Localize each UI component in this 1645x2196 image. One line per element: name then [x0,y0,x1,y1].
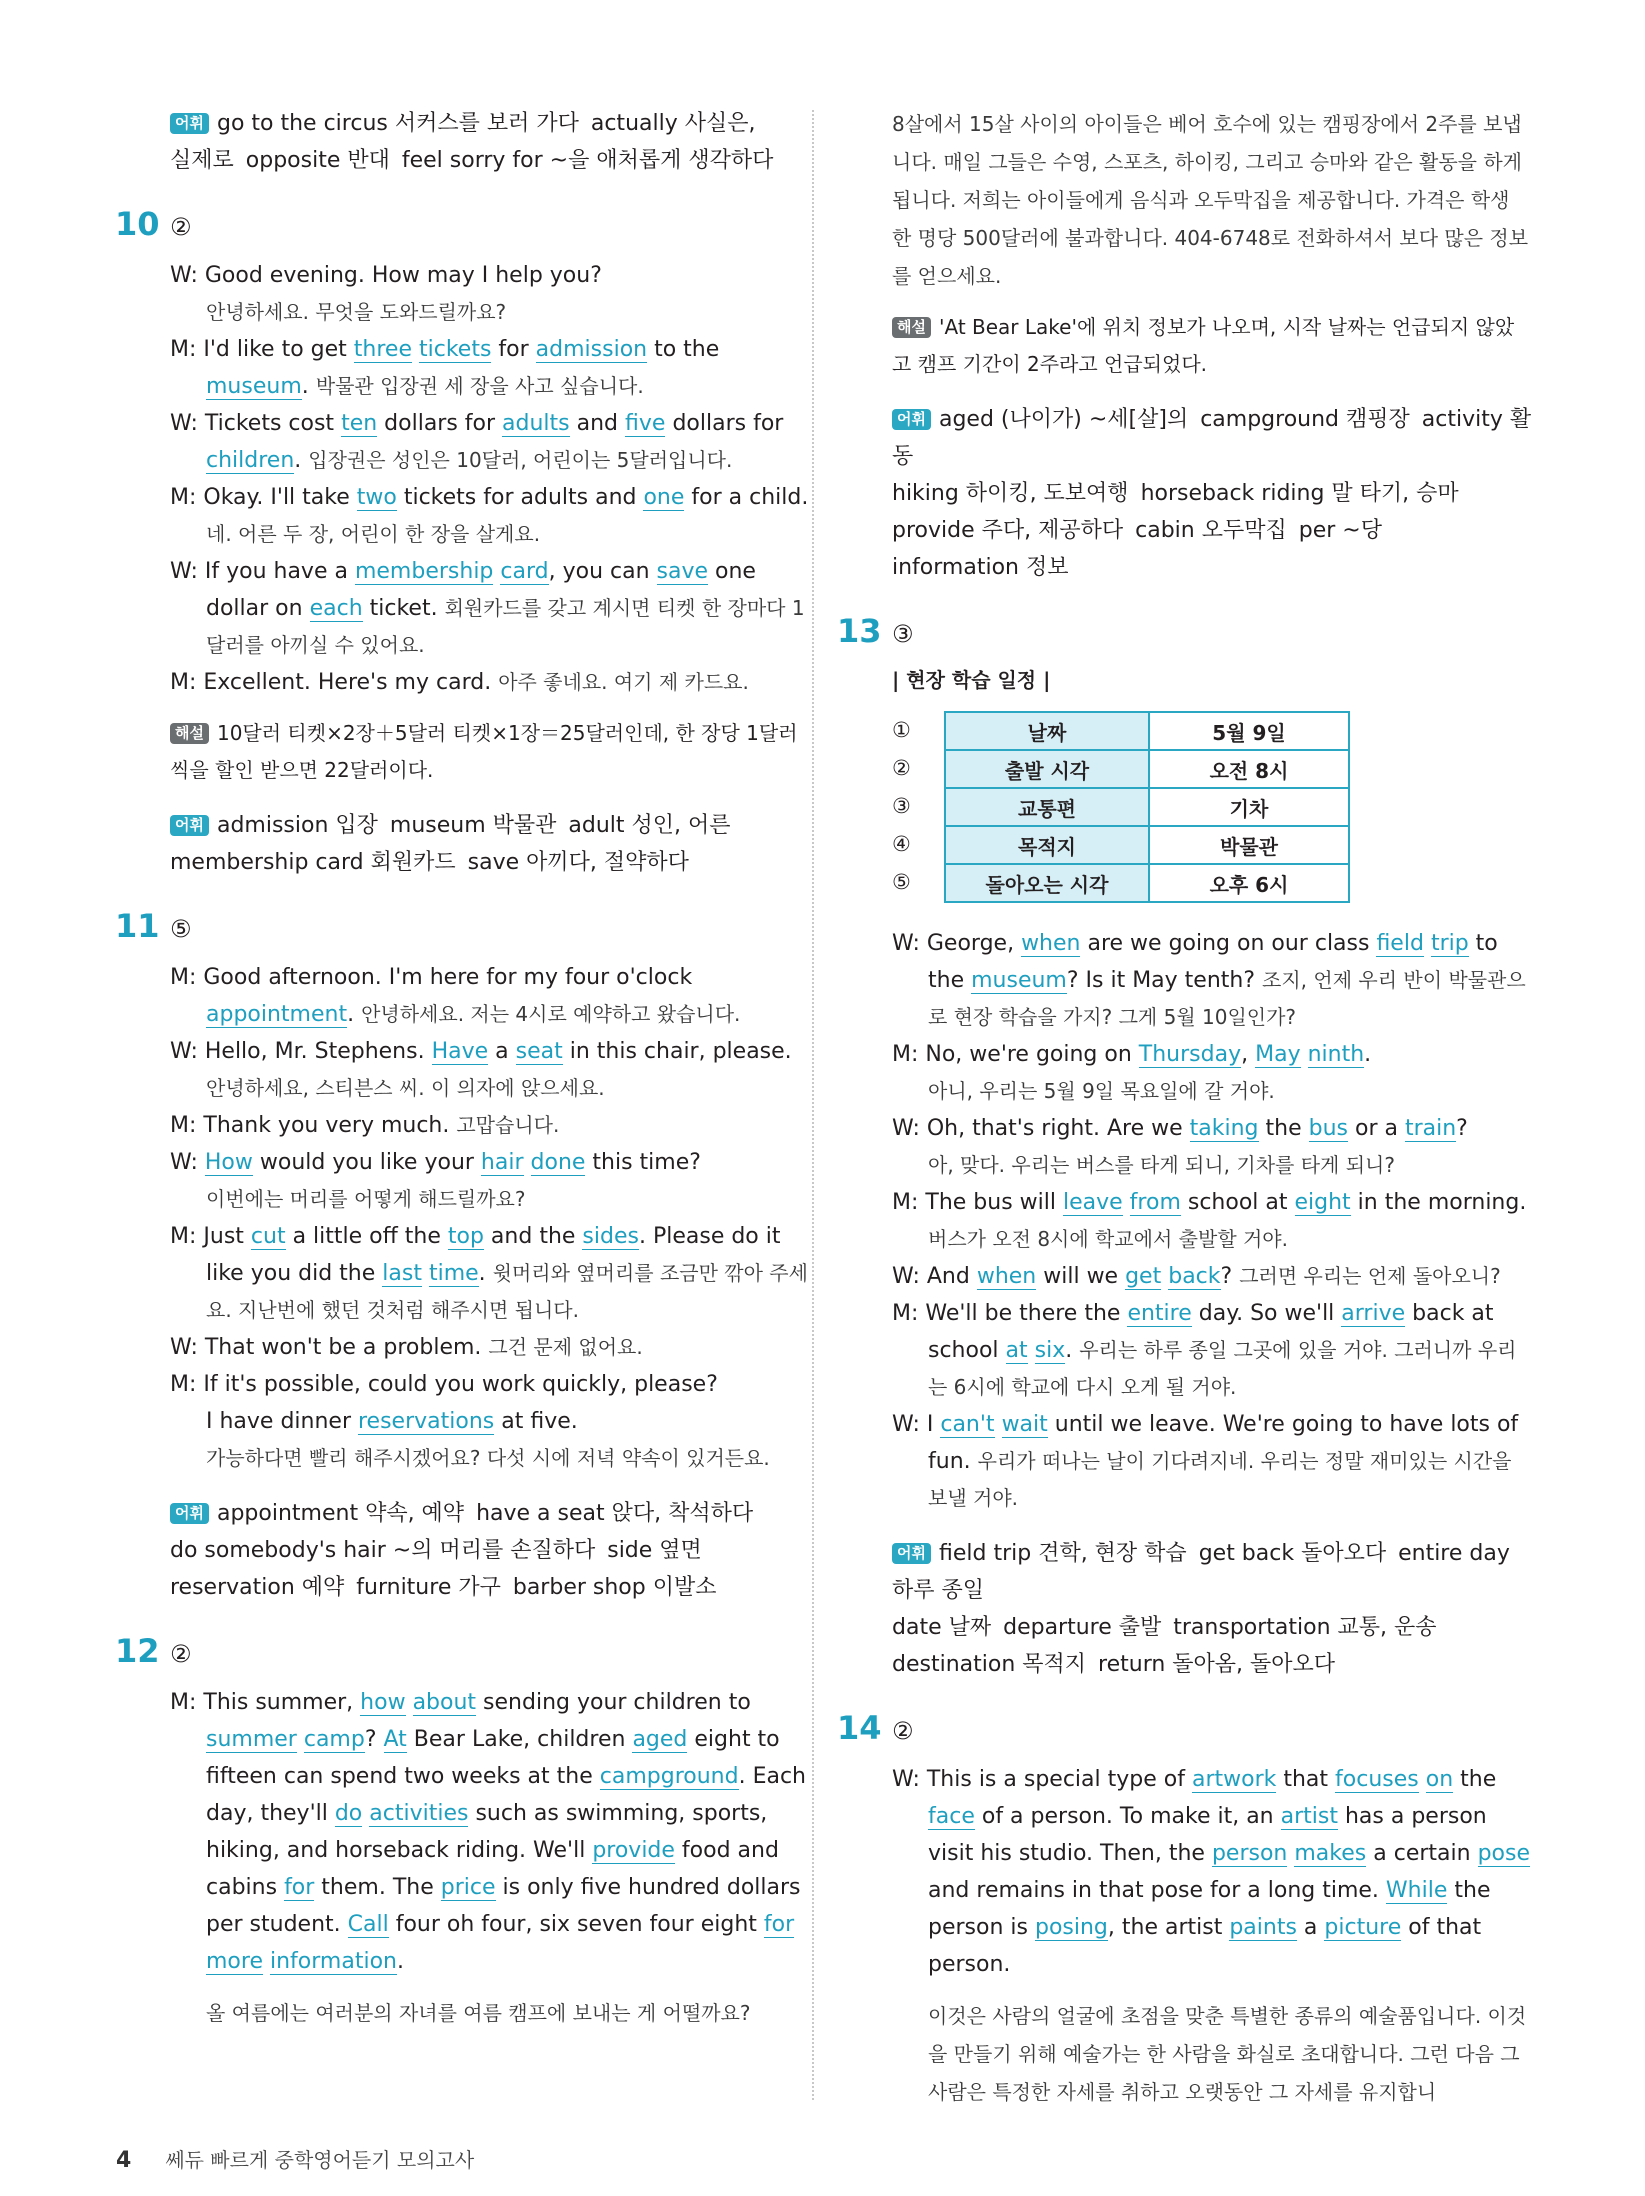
vocab-item: feel sorry for ~을 애처롭게 생각하다 [401,148,774,173]
vocab-item: furniture 가구 [356,1575,501,1600]
vocab-item: save 아끼다, 절약하다 [467,850,689,875]
question-11 [115,907,810,1606]
dialog-line: W: I can't wait until we leave. We're going to have lots of fun. 우리가 떠나는 날이 기다려지네. 우리는 정말 재미있는 시간을 보낼 거야. [892,1412,1519,1510]
dialog-line: M: Okay. I'll take two tickets for adults and one for a child. 네. 어른 두 장, 어린이 한 장을 살게요. [170,485,809,546]
dialog-line: M: This summer, how about sending your children to summer camp? At Bear Lake, children aged eight to fifteen can spend two weeks at the campground. Each day, they'll do activities such as swimming, sports, hiking, and horseback riding. We'll provide food and cabins for them. The price is only five hundred dollars per student. Call four oh four, six seven four eight for more information. [170,1690,806,1974]
vocab-item: field trip 견학, 현장 학습 [938,1541,1187,1566]
question-number: 11 [115,907,160,945]
vocab-tag: 어휘 [892,409,931,430]
question-14 [837,1709,1532,2111]
vocab-item: adult 성인, 어른 [568,813,731,838]
table-cell-label: 교통편 [945,788,1149,826]
column-divider [812,110,814,2100]
commentary-text: 10달러 티켓×2장＋5달러 티켓×1장＝25달러인데, 한 장당 1달러씩을 할인 받으면 22달러이다. [170,721,798,782]
table-cell-label: 출발 시각 [945,750,1149,788]
vocab-item: per ~당 [1298,518,1382,543]
vocab-item: barber shop 이발소 [512,1575,717,1600]
vocab-item: campground 캠핑장 [1200,407,1410,432]
dialog-line: W: This is a special type of artwork that focuses on the face of a person. To make it, an artist has a person visit his studio. Then, the person makes a certain pose and remains in that pose for a long time. While the person is posing, the artist paints a picture of that person. [892,1767,1530,1977]
dialog-line: M: I'd like to get three tickets for admission to the museum. 박물관 입장권 세 장을 사고 싶습니다. [170,337,720,399]
page-number: 4 [116,2148,132,2173]
row-number: ③ [892,794,911,818]
vocab-item: departure 출발 [1003,1615,1162,1640]
dialog-line: W: And when will we get back? 그러면 우리는 언제 돌아오니? [892,1264,1501,1289]
answer-mark: ② [170,213,192,241]
vocab-item: hiking 하이킹, 도보여행 [892,481,1129,506]
dialog-line: W: Tickets cost ten dollars for adults and five dollars for children. 입장권은 성인은 10달러, 어린이는 5달러입니다. [170,411,784,473]
commentary [892,309,1532,383]
vocab-item: side 옆면 [607,1538,702,1563]
vocab-box [170,1495,810,1606]
vocab-box [170,807,810,881]
vocab-item: activity 활동 [892,407,1532,469]
table-cell-value: 오후 6시 [1149,864,1349,902]
vocab-item: date 날짜 [892,1615,992,1640]
vocab-item: transportation 교통, 운송 [1173,1615,1437,1640]
vocab-box [892,401,1532,586]
vocab-tag: 어휘 [170,1503,209,1524]
schedule-grid [944,711,1350,903]
dialog-line: M: Good afternoon. I'm here for my four o'clock appointment. 안녕하세요. 저는 4시로 예약하고 왔습니다. [170,965,741,1027]
vocab-item: entire day 하루 종일 [892,1541,1510,1603]
dialog-line: W: Oh, that's right. Are we taking the bus or a train? 아, 맞다. 우리는 버스를 타게 되니, 기차를 타게 되니? [892,1116,1468,1177]
vocab-item: information 정보 [892,555,1069,580]
vocab-item: membership card 회원카드 [170,850,456,875]
vocab-tag: 어휘 [170,815,209,836]
row-number: ① [892,718,911,742]
translation: 올 여름에는 여러분의 자녀를 여름 캠프에 보내는 게 어떨까요? [206,2001,751,2025]
row-number: ⑤ [892,870,911,894]
dialog-line: W: If you have a membership card, you can save one dollar on each ticket. 회원카드를 갖고 계시면 티켓 한 장마다 1달러를 아끼실 수 있어요. [170,559,805,657]
dialog-line: M: Just cut a little off the top and the sides. Please do it like you did the last time. 윗머리와 옆머리를 조금만 깎아 주세요. 지난번에 했던 것처럼 해주시면 됩니다. [170,1224,808,1322]
vocab-item: provide 주다, 제공하다 [892,518,1124,543]
vocab-item: horseback riding 말 타기, 승마 [1140,481,1459,506]
row-number: ④ [892,832,911,856]
table-title: | 현장 학습 일정 | [892,668,1051,692]
vocab-item: actually 사실은, [590,111,756,136]
question-13 [837,612,1532,1683]
table-cell-label: 목적지 [945,826,1149,864]
dialog-line: W: Good evening. How may I help you? 안녕하세요. 무엇을 도와드릴까요? [170,263,602,324]
dialog-line: W: How would you like your hair done this time? 이번에는 머리를 어떻게 해드릴까요? [170,1150,701,1211]
vocab-item: return 돌아옴, 돌아오다 [1098,1652,1336,1677]
vocab-item: 실제로 [170,148,234,173]
dialog-line: M: If it's possible, could you work quickly, please? I have dinner reservations at five. 가능하다면 빨리 해주시겠어요? 다섯 시에 저녁 약속이 있거든요. [170,1372,770,1470]
vocab-item: opposite 반대 [245,148,390,173]
vocab-item: cabin 오두막집 [1135,518,1287,543]
book-title: 쎄듀 빠르게 중학영어듣기 모의고사 [165,2148,475,2172]
commentary-tag: 해설 [892,317,931,338]
vocab-item: appointment 약속, 예약 [216,1501,465,1526]
dialog-line: M: Thank you very much. 고맙습니다. [170,1113,560,1138]
translation-continued: 8살에서 15살 사이의 아이들은 베어 호수에 있는 캠핑장에서 2주를 보냅니다. 매일 그들은 수영, 스포츠, 하이킹, 그리고 승마와 같은 활동을 하게 됩니다. 저희는 아이들에게 음식과 오두막집을 제공합니다. 가격은 학생 한 명당 500달러에 불과합니다. 404-6748로 전화하셔서 보다 많은 정보를 얻으세요. [892,112,1529,288]
dialog-line: W: Hello, Mr. Stephens. Have a seat in this chair, please. 안녕하세요, 스티븐스 씨. 이 의자에 앉으세요. [170,1039,792,1100]
vocab-tag: 어휘 [892,1543,931,1564]
vocab-item: do somebody's hair ~의 머리를 손질하다 [170,1538,596,1563]
vocab-item: get back 돌아오다 [1198,1541,1387,1566]
vocab-item: have a seat 앉다, 착석하다 [476,1501,754,1526]
question-12 [115,1632,810,2032]
vocab-item: museum 박물관 [389,813,557,838]
dialog-line: M: No, we're going on Thursday, May ninth. 아니, 우리는 5월 9일 목요일에 갈 거야. [892,1042,1372,1103]
vocab-tag: 어휘 [170,113,209,134]
dialog-line: M: The bus will leave from school at eight in the morning. 버스가 오전 8시에 학교에서 출발할 거야. [892,1190,1527,1251]
vocab-item: go to the circus 서커스를 보러 가다 [216,111,579,136]
answer-mark: ⑤ [170,915,192,943]
answer-mark: ③ [892,620,914,648]
vocab-item: admission 입장 [216,813,378,838]
left-column [115,105,810,2032]
question-number: 14 [837,1709,882,1747]
translation: 이것은 사람의 얼굴에 초점을 맞춘 특별한 종류의 예술품입니다. 이것을 만들기 위해 예술가는 한 사람을 화실로 초대합니다. 그런 다음 그 사람은 특정한 자세를 취하고 오랫동안 그 자세를 유지합니 [928,2004,1527,2104]
vocab-item: aged (나이가) ~세[살]의 [938,407,1189,432]
question-10 [115,205,810,881]
vocab-box [892,1535,1532,1683]
row-number: ② [892,756,911,780]
table-cell-value: 박물관 [1149,826,1349,864]
schedule-table [892,711,1532,901]
vocab-item: destination 목적지 [892,1652,1087,1677]
table-cell-label: 돌아오는 시각 [945,864,1149,902]
page-footer [116,2144,474,2173]
dialog-line: M: Excellent. Here's my card. 아주 좋네요. 여기 제 카드요. [170,670,749,695]
vocab-box-9 [170,105,810,179]
right-column [837,105,1532,2111]
table-cell-value: 기차 [1149,788,1349,826]
commentary-tag: 해설 [170,723,209,744]
table-cell-label: 날짜 [945,712,1149,750]
dialog-line: W: That won't be a problem. 그건 문제 없어요. [170,1335,643,1360]
table-cell-value: 5월 9일 [1149,712,1349,750]
table-cell-value: 오전 8시 [1149,750,1349,788]
question-number: 10 [115,205,160,243]
answer-mark: ② [170,1640,192,1668]
dialog-line: M: We'll be there the entire day. So we'll arrive back at school at six. 우리는 하루 종일 그곳에 있을 거야. 그러니까 우리는 6시에 학교에 다시 오게 될 거야. [892,1301,1517,1399]
answer-mark: ② [892,1717,914,1745]
question-number: 13 [837,612,882,650]
question-number: 12 [115,1632,160,1670]
dialog-line: W: George, when are we going on our class field trip to the museum? Is it May tenth? 조지, 언제 우리 반이 박물관으로 현장 학습을 가지? 그게 5월 10일인가? [892,931,1526,1029]
commentary [170,715,810,789]
commentary-text: 'At Bear Lake'에 위치 정보가 나오며, 시작 날짜는 언급되지 않았고 캠프 기간이 2주라고 언급되었다. [892,315,1515,376]
vocab-item: reservation 예약 [170,1575,345,1600]
